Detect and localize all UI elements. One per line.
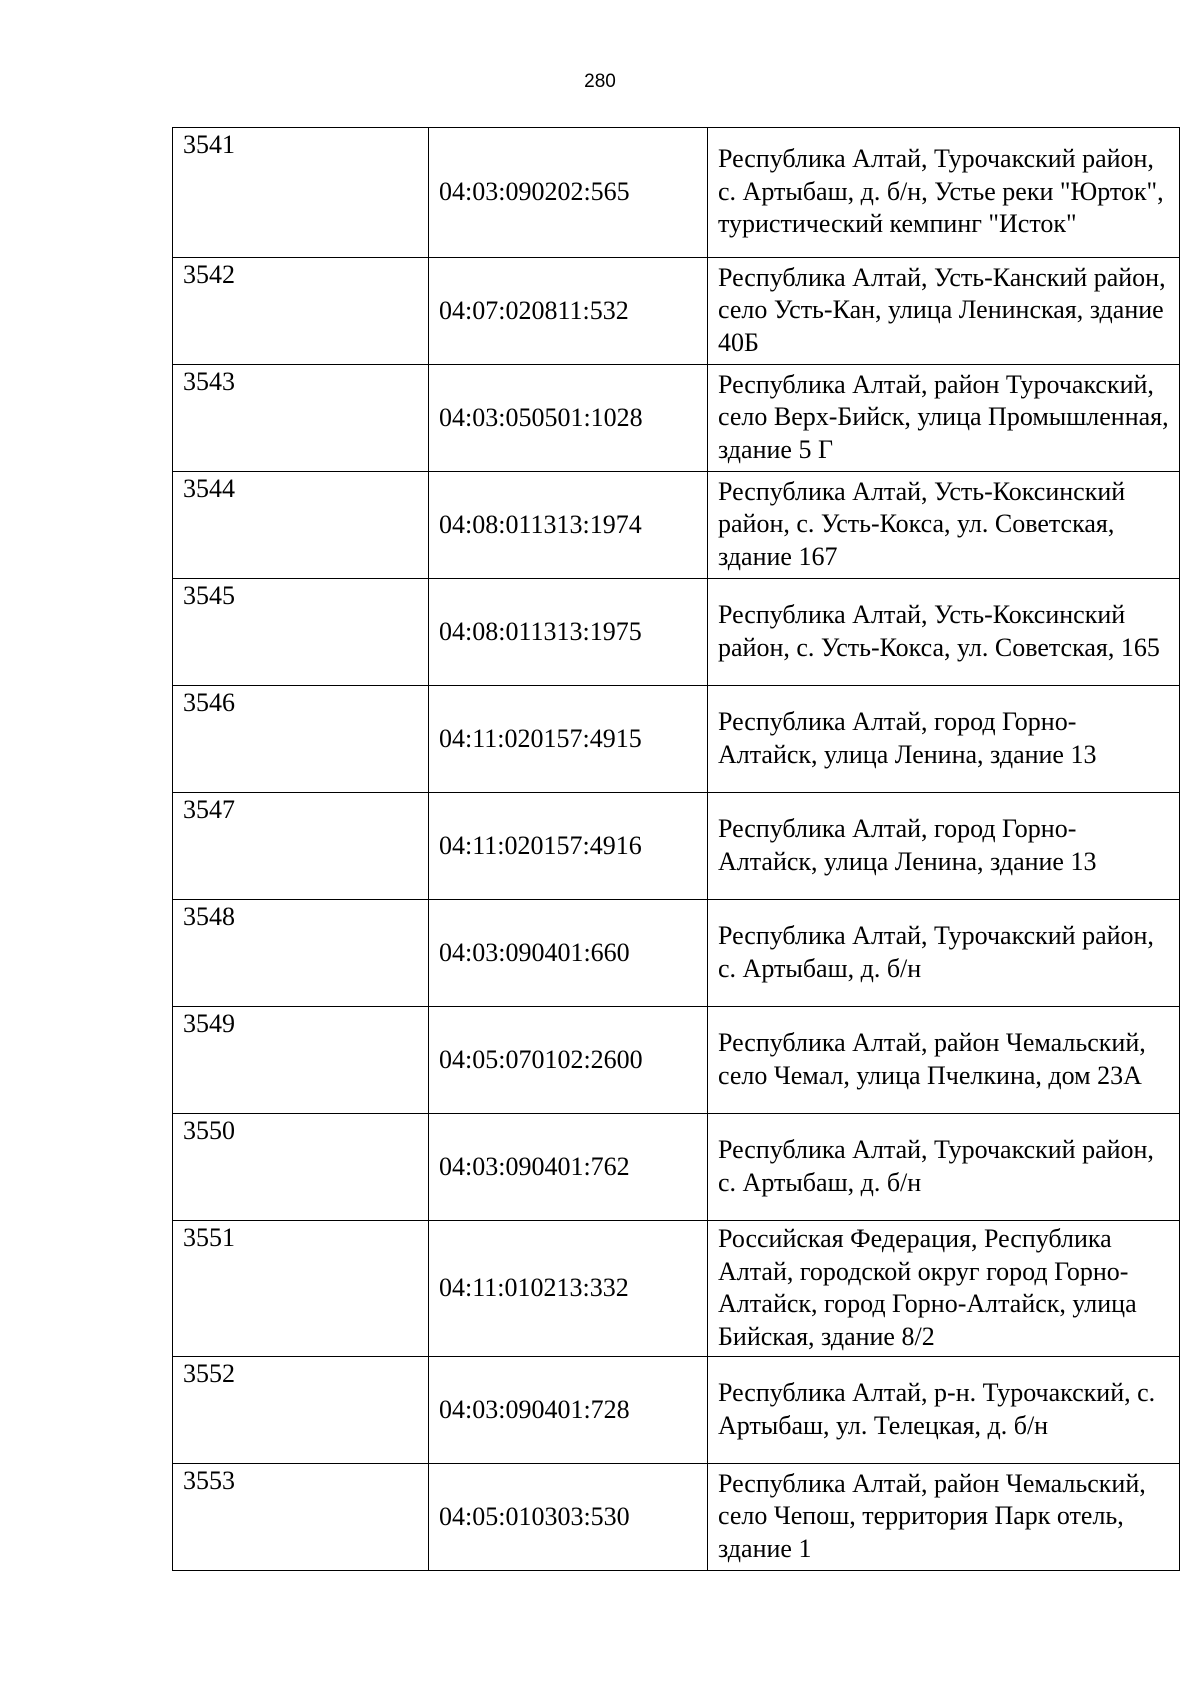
- table-row: [173, 1357, 1180, 1464]
- table-row: [173, 1464, 1180, 1571]
- cadastral-number: 04:07:020811:532: [429, 258, 708, 365]
- address: Республика Алтай, город Горно-Алтайск, улица Ленина, здание 13: [708, 793, 1180, 900]
- row-number: 3550: [173, 1114, 429, 1221]
- table-row: [173, 1221, 1180, 1357]
- cadastral-number: 04:03:090202:565: [429, 128, 708, 258]
- address: Республика Алтай, Усть-Коксинский район, с. Усть-Кокса, ул. Советская, здание 167: [708, 472, 1180, 579]
- table-row: [173, 900, 1180, 1007]
- address: Республика Алтай, Турочакский район, с. Артыбаш, д. б/н: [708, 1114, 1180, 1221]
- cadastral-number: 04:03:090401:728: [429, 1357, 708, 1464]
- row-number: 3551: [173, 1221, 429, 1357]
- row-number: 3549: [173, 1007, 429, 1114]
- cadastral-number: 04:05:010303:530: [429, 1464, 708, 1571]
- row-number: 3546: [173, 686, 429, 793]
- row-number: 3548: [173, 900, 429, 1007]
- table-row: [173, 258, 1180, 365]
- row-number: 3544: [173, 472, 429, 579]
- address: Республика Алтай, Турочакский район, с. Артыбаш, д. б/н, Устье реки "Юрток", туристический кемпинг "Исток": [708, 128, 1180, 258]
- table-row: [173, 579, 1180, 686]
- address: Республика Алтай, р-н. Турочакский, с. Артыбаш, ул. Телецкая, д. б/н: [708, 1357, 1180, 1464]
- cadastral-number: 04:08:011313:1975: [429, 579, 708, 686]
- address: Республика Алтай, Усть-Канский район, село Усть-Кан, улица Ленинская, здание 40Б: [708, 258, 1180, 365]
- cadastral-number: 04:11:020157:4916: [429, 793, 708, 900]
- address: Республика Алтай, город Горно-Алтайск, улица Ленина, здание 13: [708, 686, 1180, 793]
- row-number: 3545: [173, 579, 429, 686]
- address: Республика Алтай, район Турочакский, село Верх-Бийск, улица Промышленная, здание 5 Г: [708, 365, 1180, 472]
- table-row: [173, 1114, 1180, 1221]
- cadastral-number: 04:11:020157:4915: [429, 686, 708, 793]
- page-number: 280: [584, 71, 616, 92]
- row-number: 3553: [173, 1464, 429, 1571]
- registry-table: [172, 127, 1180, 1571]
- table-row: [173, 1007, 1180, 1114]
- address: Республика Алтай, Усть-Коксинский район, с. Усть-Кокса, ул. Советская, 165: [708, 579, 1180, 686]
- row-number: 3541: [173, 128, 429, 258]
- cadastral-number: 04:03:050501:1028: [429, 365, 708, 472]
- cadastral-number: 04:11:010213:332: [429, 1221, 708, 1357]
- table-row: [173, 472, 1180, 579]
- row-number: 3543: [173, 365, 429, 472]
- cadastral-number: 04:05:070102:2600: [429, 1007, 708, 1114]
- table-row: [173, 686, 1180, 793]
- address: Республика Алтай, район Чемальский, село Чемал, улица Пчелкина, дом 23А: [708, 1007, 1180, 1114]
- row-number: 3547: [173, 793, 429, 900]
- table-row: [173, 128, 1180, 258]
- address: Российская Федерация, Республика Алтай, городской округ город Горно-Алтайск, город Горно-Алтайск, улица Бийская, здание 8/2: [708, 1221, 1180, 1357]
- cadastral-number: 04:03:090401:660: [429, 900, 708, 1007]
- row-number: 3542: [173, 258, 429, 365]
- table-row: [173, 793, 1180, 900]
- address: Республика Алтай, район Чемальский, село Чепош, территория Парк отель, здание 1: [708, 1464, 1180, 1571]
- table-row: [173, 365, 1180, 472]
- address: Республика Алтай, Турочакский район, с. Артыбаш, д. б/н: [708, 900, 1180, 1007]
- cadastral-number: 04:08:011313:1974: [429, 472, 708, 579]
- cadastral-number: 04:03:090401:762: [429, 1114, 708, 1221]
- row-number: 3552: [173, 1357, 429, 1464]
